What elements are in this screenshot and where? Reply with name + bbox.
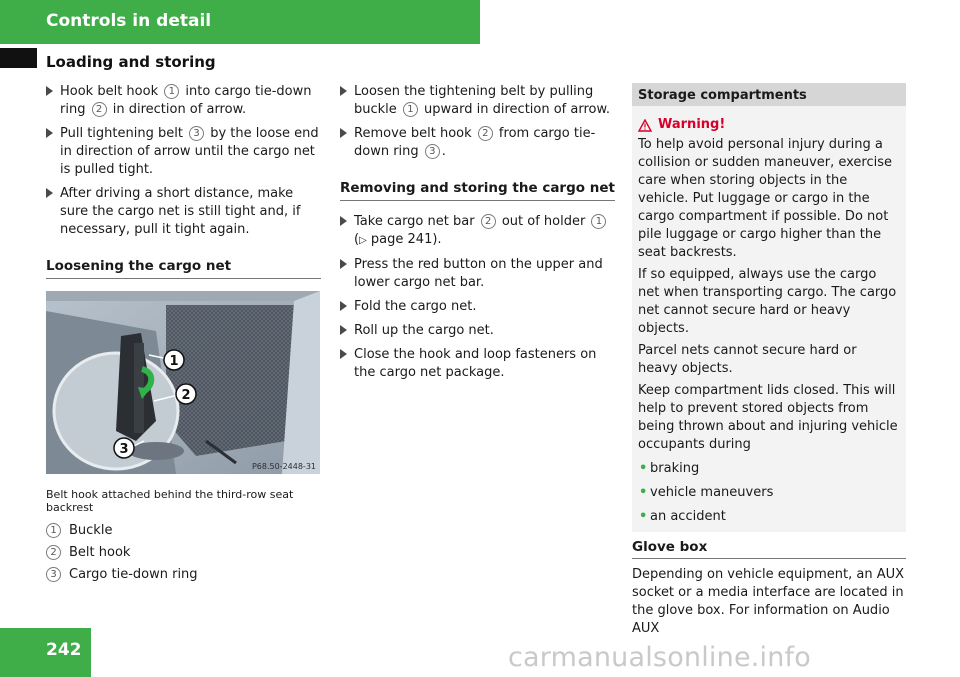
glove-box-text: Depending on vehicle equipment, an AUX socket or a media interface are located in the glove box. For information on Audio AUX: [632, 567, 905, 636]
callout-number: 3: [46, 567, 61, 582]
bullet-dot-icon: •: [639, 485, 648, 500]
callout-number: 3: [189, 126, 204, 141]
warning-paragraph: Parcel nets cannot secure hard or heavy objects.: [638, 343, 857, 376]
arrow-bullet-icon: [340, 349, 347, 359]
image-callout-1: 1: [169, 354, 179, 369]
list-item: • vehicle maneuvers: [639, 485, 774, 500]
page-reference-link[interactable]: page 241).: [370, 232, 442, 247]
page-number: 242: [46, 640, 82, 660]
instruction-step: Take cargo net bar 2 out of holder 1 (▷ page 241).: [340, 213, 615, 250]
arrow-bullet-icon: [340, 301, 347, 311]
arrow-bullet-icon: [340, 128, 347, 138]
arrow-bullet-icon: [340, 216, 347, 226]
callout-number: 2: [481, 214, 496, 229]
watermark: carmanualsonline.info: [508, 642, 811, 673]
bullet-dot-icon: •: [639, 509, 648, 524]
box-title: Storage compartments: [632, 83, 906, 106]
image-reference-label: P68.50-2448-31: [251, 462, 316, 471]
arrow-bullet-icon: [46, 188, 53, 198]
page-title: Loading and storing: [46, 53, 216, 71]
instruction-step: After driving a short distance, make sure the cargo net is still tight and, if necessary, pull it tight again.: [46, 185, 321, 239]
instruction-step: Roll up the cargo net.: [340, 322, 615, 340]
arrow-bullet-icon: [340, 86, 347, 96]
instruction-step: Remove belt hook 2 from cargo tie-down ring 3 .: [340, 125, 615, 161]
column-middle: [340, 83, 615, 388]
section-title: Controls in detail: [46, 11, 212, 31]
section-heading-removing: Removing and storing the cargo net: [340, 179, 615, 201]
instruction-step: Fold the cargo net.: [340, 298, 615, 316]
warning-heading: Warning!: [638, 116, 900, 134]
image-callout-3: 3: [119, 442, 129, 457]
callout-number: 2: [92, 102, 107, 117]
header-bar: [0, 0, 480, 44]
image-callout-2: 2: [181, 388, 191, 403]
callout-number: 1: [46, 523, 61, 538]
section-heading-loosening: Loosening the cargo net: [46, 257, 321, 279]
section-heading-glove-box: Glove box: [632, 539, 906, 559]
image-caption: Belt hook attached behind the third-row seat backrest: [46, 488, 294, 514]
list-item: • an accident: [639, 509, 726, 524]
callout-number: 1: [403, 102, 418, 117]
cargo-net-illustration: [46, 291, 320, 474]
callout-number: 2: [46, 545, 61, 560]
instruction-step: Hook belt hook 1 into cargo tie-down ring 2 in direction of arrow.: [46, 83, 321, 119]
instruction-step: Close the hook and loop fasteners on the cargo net package.: [340, 346, 615, 382]
instruction-step: Pull tightening belt 3 by the loose end in direction of arrow until the cargo net is pulled tight.: [46, 125, 321, 179]
page-reference-arrow-icon: ▷: [359, 235, 367, 246]
cargo-net-photo: [46, 291, 320, 474]
legend-item: 2 Belt hook: [46, 544, 321, 562]
warning-paragraph: Keep compartment lids closed. This will help to prevent stored objects from being thrown about and injuring vehicle occupants during: [638, 383, 898, 452]
bullet-dot-icon: •: [639, 461, 648, 476]
arrow-bullet-icon: [340, 325, 347, 335]
arrow-bullet-icon: [46, 86, 53, 96]
column-right: [632, 83, 906, 532]
callout-number: 2: [478, 126, 493, 141]
legend-item: 3 Cargo tie-down ring: [46, 566, 321, 584]
arrow-bullet-icon: [46, 128, 53, 138]
instruction-step: Loosen the tightening belt by pulling buckle 1 upward in direction of arrow.: [340, 83, 615, 119]
storage-compartments-box: [632, 83, 906, 532]
warning-paragraph: If so equipped, always use the cargo net when transporting cargo. The cargo net cannot secure hard or heavy objects.: [638, 267, 897, 336]
column-left: [46, 83, 321, 588]
callout-number: 1: [164, 84, 179, 99]
section-tab-marker: [0, 48, 37, 68]
callout-number: 3: [425, 144, 440, 159]
box-body: [632, 106, 906, 532]
arrow-bullet-icon: [340, 259, 347, 269]
instruction-step: Press the red button on the upper and lower cargo net bar.: [340, 256, 615, 292]
legend-item: 1 Buckle: [46, 522, 321, 540]
warning-triangle-icon: [638, 119, 652, 132]
callout-number: 1: [591, 214, 606, 229]
list-item: • braking: [639, 461, 700, 476]
warning-paragraph: To help avoid personal injury during a collision or sudden maneuver, exercise care when storing objects in the vehicle. Put luggage or cargo in the cargo compartment if possible. Do not pile luggage or cargo higher than the seat backrests.: [638, 137, 893, 260]
